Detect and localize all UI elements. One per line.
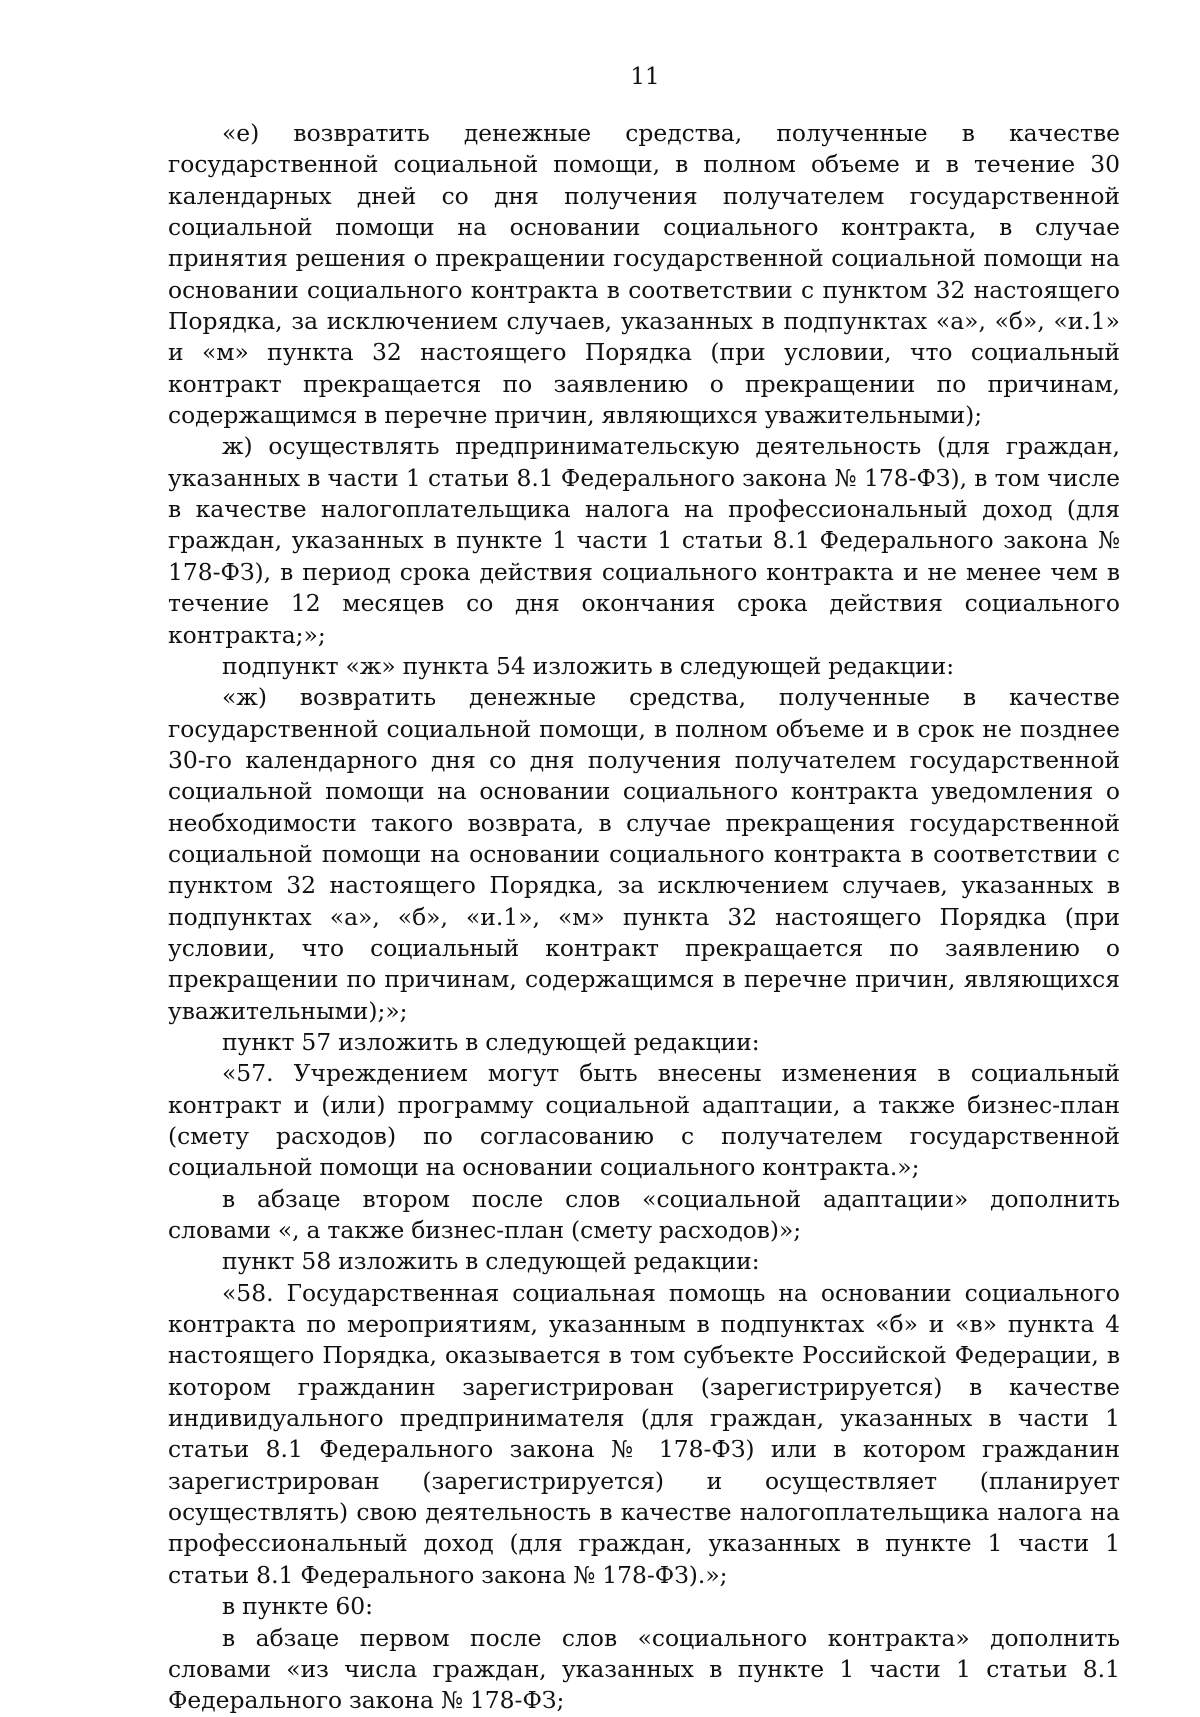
paragraph-instruction-54: подпункт «ж» пункта 54 изложить в следующей редакции: xyxy=(222,651,955,680)
paragraph-instruction-57: пункт 57 изложить в следующей редакции: xyxy=(222,1027,760,1056)
paragraph-item-e-refund: «е) возвратить денежные средства, полученные в качестве государственной социальной помощи, в полном объеме и в течение 30 календарных дней со дня получения получателем государственной социальной помощи на основании социального контракта, в случае принятия решения о прекращении государственной социальной помощи на основании социального контракта в соответствии с пунктом 32 настоящего Порядка, за исключением случаев, указанных в подпунктах «а», «б», «и.1» и «м» пункта 32 настоящего Порядка (при условии, что социальный контракт прекращается по заявлению о прекращении по причинам, содержащимся в перечне причин, являющихся уважительными); xyxy=(168,119,1120,430)
paragraph-instruction-60: в пункте 60: xyxy=(222,1592,374,1621)
paragraph-clause-58: «58. Государственная социальная помощь на основании социального контракта по мероприятиям, указанным в подпунктах «б» и «в» пункта 4 настоящего Порядка, оказывается в том субъекте Российской Федерации, в котором гражданин зарегистрирован (зарегистрируется) в качестве индивидуального предпринимателя (для граждан, указанных в части 1 статьи 8.1 Федерального закона № 178-ФЗ) или в котором гражданин зарегистрирован (зарегистрируется) и осуществляет (планирует осуществлять) свою деятельность в качестве налогоплательщика налога на профессиональный доход (для граждан, указанных в пункте 1 части 1 статьи 8.1 Федерального закона № 178-ФЗ).»; xyxy=(168,1278,1120,1589)
paragraph-item-zh-refund: «ж) возвратить денежные средства, полученные в качестве государственной социальной помощи, в полном объеме и в срок не позднее 30-го календарного дня со дня получения получателем государственной социальной помощи на основании социального контракта уведомления о необходимости такого возврата, в случае прекращения государственной социальной помощи на основании социального контракта в соответствии с пунктом 32 настоящего Порядка, за исключением случаев, указанных в подпунктах «а», «б», «и.1», «м» пункта 32 настоящего Порядка (при условии, что социальный контракт прекращается по заявлению о прекращении по причинам, содержащимся в перечне причин, являющихся уважительными);»; xyxy=(168,683,1120,1025)
paragraph-clause-57: «57. Учреждением могут быть внесены изменения в социальный контракт и (или) программу социальной адаптации, а также бизнес-план (смету расходов) по согласованию с получателем государственной социальной помощи на основании социального контракта.»; xyxy=(168,1059,1120,1182)
paragraph-instruction-first-abzac: в абзаце первом после слов «социального контракта» дополнить словами «из числа граждан, указанных в пункте 1 части 1 статьи 8.1 Федерального закона № 178-ФЗ; xyxy=(168,1623,1120,1715)
paragraph-instruction-second-abzac: в абзаце втором после слов «социальной адаптации» дополнить словами «, а также бизнес-план (смету расходов)»; xyxy=(168,1184,1120,1245)
document-body xyxy=(168,118,1120,1717)
paragraph-instruction-58: пункт 58 изложить в следующей редакции: xyxy=(222,1247,760,1276)
paragraph-item-zh-business: ж) осуществлять предпринимательскую деятельность (для граждан, указанных в части 1 статьи 8.1 Федерального закона № 178-ФЗ), в том числе в качестве налогоплательщика налога на профессиональный доход (для граждан, указанных в пункте 1 части 1 статьи 8.1 Федерального закона № 178-ФЗ), в период срока действия социального контракта и не менее чем в течение 12 месяцев со дня окончания срока действия социального контракта;»; xyxy=(168,432,1120,649)
page-number: 11 xyxy=(630,64,660,90)
